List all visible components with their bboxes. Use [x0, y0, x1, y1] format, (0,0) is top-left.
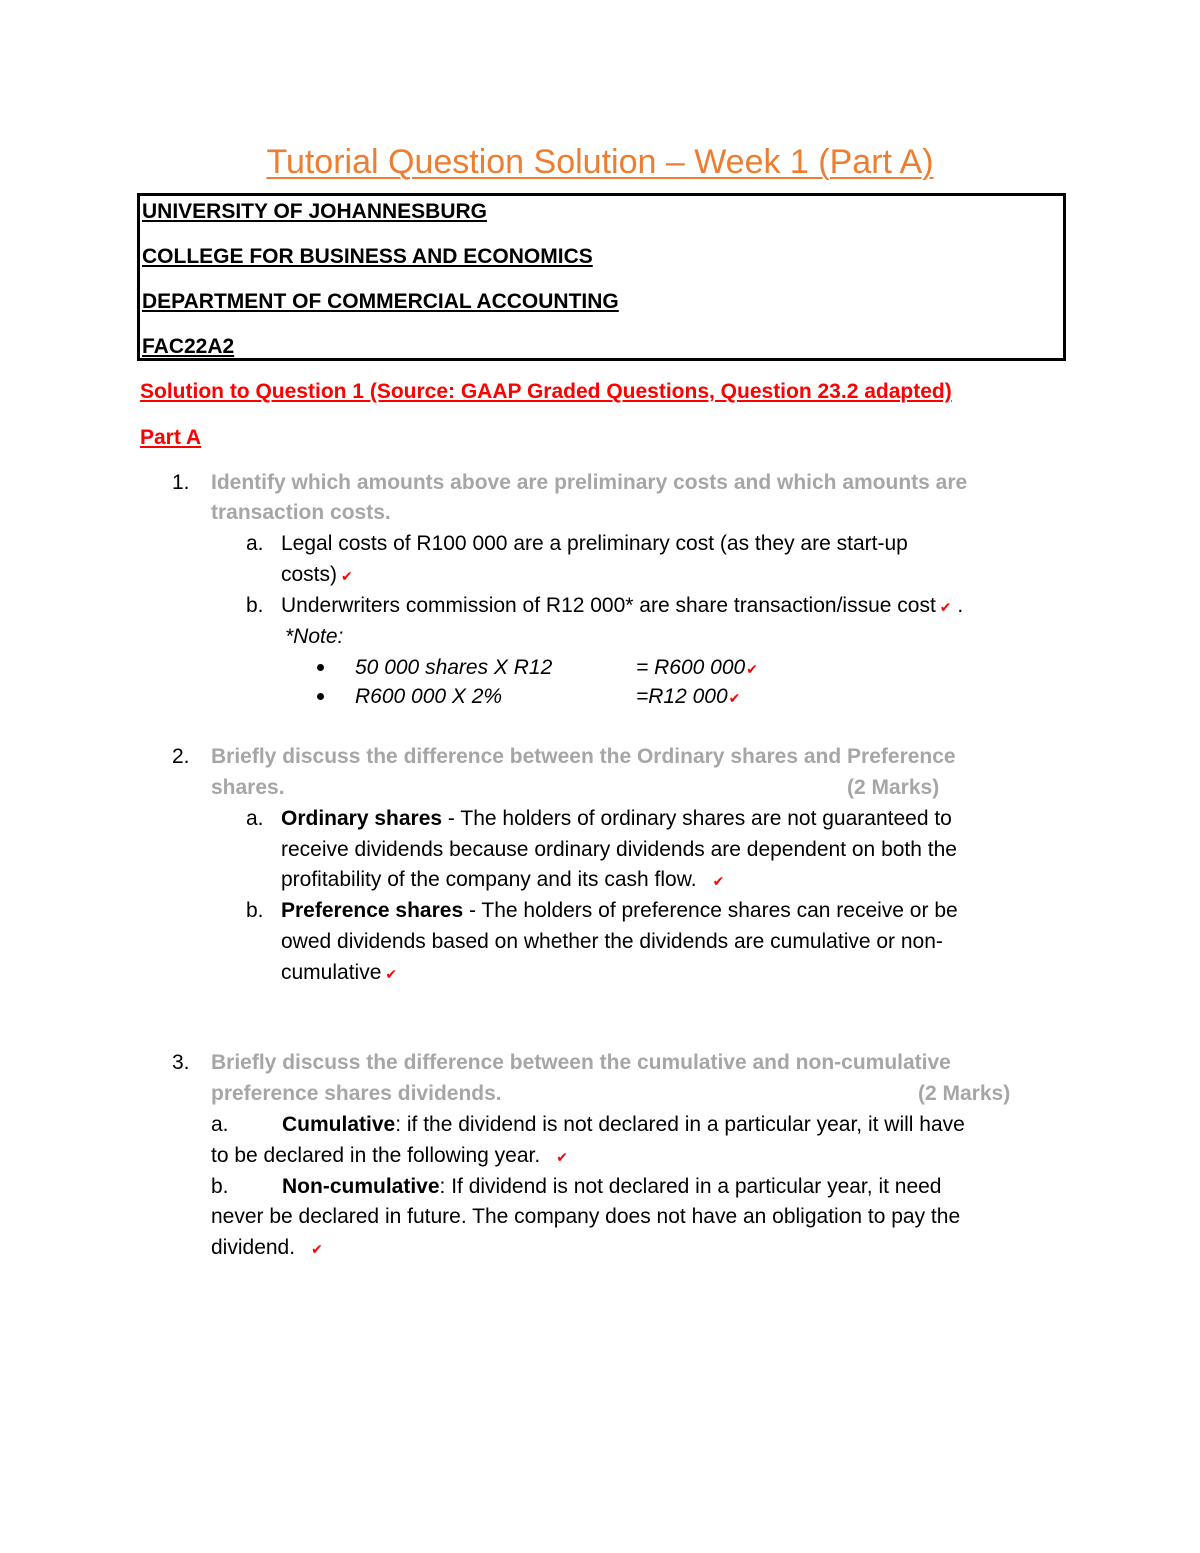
q1-b-line1-text: Underwriters commission of R12 000* are share transaction/issue cost	[281, 594, 936, 617]
q3-b-line1-text: : If dividend is not declared in a particular year, it need	[439, 1175, 942, 1198]
red-checkmark-icon: ✔	[556, 1149, 568, 1165]
q1-calc1-left: 50 000 shares X R12	[355, 656, 553, 679]
q2-b-line3-text: cumulative	[281, 961, 382, 984]
q1-a-label: a.	[246, 532, 264, 555]
q2-a-term: Ordinary shares	[281, 807, 443, 830]
q2-b-line3	[281, 959, 397, 988]
red-checkmark-icon: ✔	[712, 873, 725, 889]
q3-a-line2	[211, 1142, 568, 1171]
bullet-icon	[317, 664, 324, 671]
q3-b-line2: never be declared in future. The company does not have an obligation to pay the	[211, 1205, 961, 1228]
q2-a-line1	[281, 805, 952, 833]
q2-a-line3	[281, 866, 724, 895]
q2-text-line1: Briefly discuss the difference between the Ordinary shares and Preference	[211, 745, 956, 768]
college-name: COLLEGE FOR BUSINESS AND ECONOMICS	[142, 245, 593, 268]
q2-b-line2: owed dividends based on whether the dividends are cumulative or non-	[281, 930, 943, 953]
solution-heading: Solution to Question 1 (Source: GAAP Graded Questions, Question 23.2 adapted)	[140, 380, 952, 403]
q3-a-line2-text: to be declared in the following year.	[211, 1144, 541, 1167]
q1-b-line1	[281, 592, 963, 621]
university-name: UNIVERSITY OF JOHANNESBURG	[142, 200, 487, 223]
course-code: FAC22A2	[142, 335, 235, 358]
q1-calc2-left: R600 000 X 2%	[355, 685, 503, 708]
red-checkmark-icon: ✔	[385, 966, 398, 982]
q2-marks: (2 Marks)	[847, 776, 940, 799]
q3-a-line1-text: : if the dividend is not declared in a particular year, it will have	[395, 1113, 965, 1136]
q2-b-label: b.	[246, 899, 264, 922]
q3-b-term: Non-cumulative	[282, 1175, 440, 1198]
q1-text-line1: Identify which amounts above are preliminary costs and which amounts are	[211, 471, 968, 494]
q1-number: 1.	[172, 471, 190, 494]
q2-number: 2.	[172, 745, 190, 768]
q2-b-line1	[281, 897, 958, 925]
q2-a-line3-text: profitability of the company and its cash flow.	[281, 868, 697, 891]
q2-text-line2: shares.	[211, 776, 285, 799]
page-title: Tutorial Question Solution – Week 1 (Part A)	[266, 143, 934, 181]
bullet-icon	[317, 693, 324, 700]
q1-note: *Note:	[285, 625, 344, 648]
q1-a-line2	[281, 561, 353, 590]
q1-b-label: b.	[246, 594, 264, 617]
q3-marks: (2 Marks)	[918, 1082, 1011, 1105]
q2-b-term: Preference shares	[281, 899, 464, 922]
q1-calc2-right	[636, 683, 740, 712]
red-checkmark-icon: ✔	[939, 599, 952, 615]
q1-calc1-right	[636, 654, 758, 683]
red-checkmark-icon: ✔	[311, 1241, 323, 1257]
header-box	[137, 193, 1066, 361]
part-heading: Part A	[140, 426, 202, 449]
q1-text-line2: transaction costs.	[211, 501, 391, 524]
red-checkmark-icon: ✔	[341, 568, 353, 584]
q2-b-line1-text: - The holders of preference shares can receive or be	[463, 899, 958, 922]
q3-b-line1	[282, 1173, 942, 1201]
q3-b-line3	[211, 1234, 323, 1263]
q3-text-line1: Briefly discuss the difference between the cumulative and non-cumulative	[211, 1051, 951, 1074]
q2-a-label: a.	[246, 807, 264, 830]
red-checkmark-icon: ✔	[728, 690, 741, 706]
department-name: DEPARTMENT OF COMMERCIAL ACCOUNTING	[142, 290, 619, 313]
q3-a-label: a.	[211, 1113, 229, 1136]
q1-b-period: .	[957, 594, 964, 617]
q1-a-line2-text: costs)	[281, 563, 338, 586]
q3-b-line3-text: dividend.	[211, 1236, 296, 1259]
q2-a-line2: receive dividends because ordinary dividends are dependent on both the	[281, 838, 957, 861]
q3-text-line2: preference shares dividends.	[211, 1082, 502, 1105]
q1-a-line1: Legal costs of R100 000 are a preliminary cost (as they are start-up	[281, 532, 908, 555]
q3-number: 3.	[172, 1051, 190, 1074]
q1-calc1-right-text: = R600 000	[636, 656, 746, 679]
q3-b-label: b.	[211, 1175, 229, 1198]
q2-a-line1-text: - The holders of ordinary shares are not guaranteed to	[442, 807, 952, 830]
q3-a-term: Cumulative	[282, 1113, 396, 1136]
q1-calc2-right-text: =R12 000	[636, 685, 728, 708]
q3-a-line1	[282, 1111, 965, 1139]
red-checkmark-icon: ✔	[746, 661, 758, 677]
